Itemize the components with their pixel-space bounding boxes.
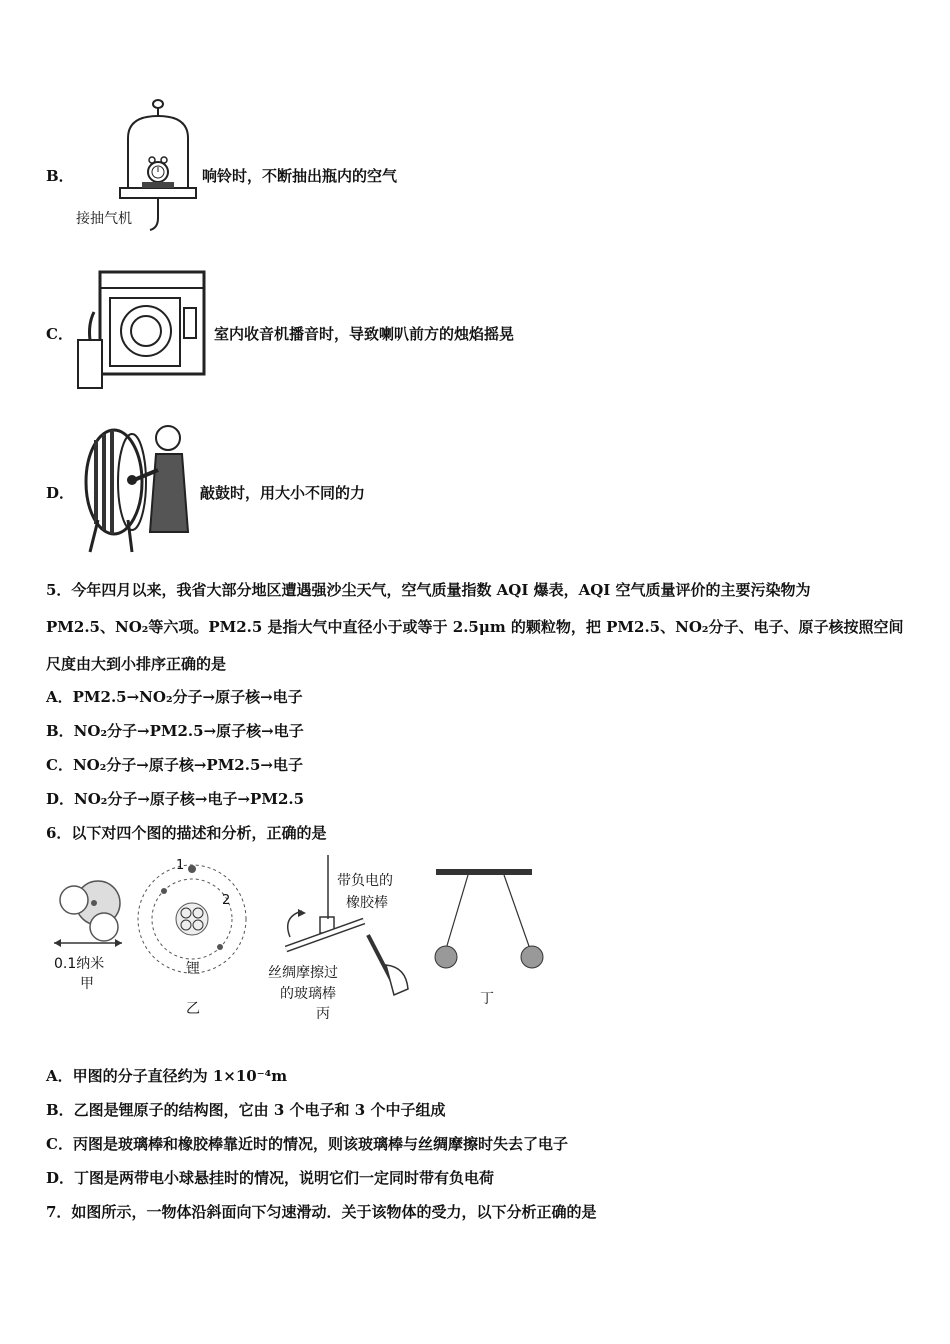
question-5-line-3: 尺度由大到小排序正确的是 [46, 655, 227, 673]
question-5-option-c[interactable]: C．NO₂分子→原子核→PM2.5→电子 [46, 756, 303, 774]
figure-yi-label: 乙 [186, 1001, 200, 1017]
figure-bing-glass-label-1: 丝绸摩擦过 [268, 965, 338, 981]
figure-yi-atom-label: 锂 [186, 961, 200, 977]
figure-ding-label: 丁 [480, 991, 494, 1007]
figure-ding [435, 869, 543, 968]
question-6-option-c[interactable]: C．丙图是玻璃棒和橡胶棒靠近时的情况，则该玻璃棒与丝绸摩擦时失去了电子 [46, 1135, 568, 1153]
vacuum-pump-label: 接抽气机 [76, 211, 132, 227]
figure-bing-rod-label-2: 橡胶棒 [346, 895, 388, 911]
figure-jia-label: 甲 [80, 976, 94, 992]
option-text: 室内收音机播音时，导致喇叭前方的烛焰摇晃 [214, 325, 515, 343]
question-6-option-a[interactable]: A．甲图的分子直径约为 1×10⁻⁴m [46, 1067, 288, 1085]
radio-candle-figure [70, 258, 210, 393]
figure-bing-rod-label-1: 带负电的 [337, 873, 393, 889]
figure-yi-shell-2: 2 [222, 893, 231, 908]
figure-yi-shell-1: 1 [176, 858, 185, 873]
option-text: 敲鼓时，用大小不同的力 [200, 484, 366, 502]
question-6-option-d[interactable]: D．丁图是两带电小球悬挂时的情况，说明它们一定同时带有负电荷 [46, 1169, 495, 1187]
question-5-option-a[interactable]: A．PM2.5→NO₂分子→原子核→电子 [46, 688, 303, 706]
figure-jia [54, 881, 122, 947]
option-text: 响铃时，不断抽出瓶内的空气 [202, 167, 398, 185]
figure-bing-label: 丙 [316, 1006, 330, 1022]
option-letter: C． [46, 325, 73, 343]
question-5-line-1: 5．今年四月以来，我省大部分地区遭遇强沙尘天气，空气质量指数 AQI 爆表，AQI 空气质量评价的主要污染物为 [46, 581, 811, 599]
option-letter: B． [46, 167, 74, 185]
figure-jia-scale: 0.1纳米 [54, 956, 105, 972]
question-5-option-d[interactable]: D．NO₂分子→原子核→电子→PM2.5 [46, 790, 305, 808]
question-5-line-2: PM2.5、NO₂等六项。PM2.5 是指大气中直径小于或等于 2.5μm 的颗粒物，把 PM2.5、NO₂分子、电子、原子核按照空间 [46, 618, 904, 636]
question-6-stem: 6．以下对四个图的描述和分析，正确的是 [46, 824, 327, 842]
question-7-stem: 7．如图所示，一物体沿斜面向下匀速滑动．关于该物体的受力，以下分析正确的是 [46, 1203, 597, 1221]
drum-figure [76, 420, 201, 555]
figure-bing-glass-label-2: 的玻璃棒 [280, 986, 336, 1002]
option-letter: D． [46, 484, 75, 502]
figure-yi [138, 865, 246, 973]
question-6-option-b[interactable]: B．乙图是锂原子的结构图，它由 3 个电子和 3 个中子组成 [46, 1101, 446, 1119]
question-5-option-b[interactable]: B．NO₂分子→PM2.5→原子核→电子 [46, 722, 304, 740]
